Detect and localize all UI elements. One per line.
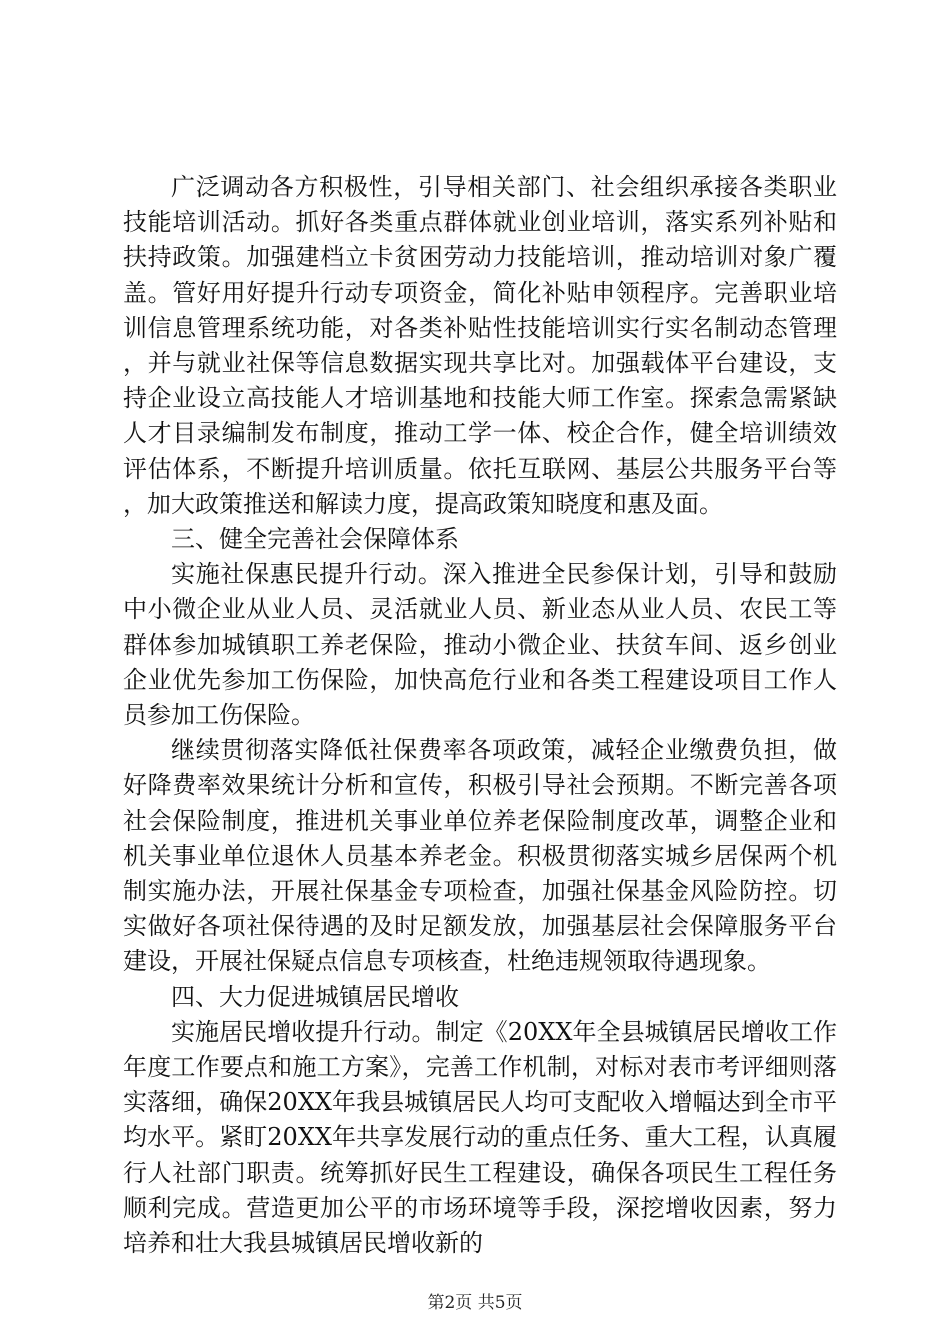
- paragraph-vocational-training: 广泛调动各方积极性，引导相关部门、社会组织承接各类职业技能培训活动。抓好各类重点群体就业创业培训，落实系列补贴和扶持政策。加强建档立卡贫困劳动力技能培训，推动培训对象广覆盖。管好用好提升行动专项资金，简化补贴申领程序。完善职业培训信息管理系统功能，对各类补贴性技能培训实行实名制动态管理，并与就业社保等信息数据实现共享比对。加强载体平台建设，支持企业设立高技能人才培训基地和技能大师工作室。探索急需紧缺人才目录编制发布制度，推动工学一体、校企合作，健全培训绩效评估体系，不断提升培训质量。依托互联网、基层公共服务平台等，加大政策推送和解读力度，提高政策知晓度和惠及面。: [123, 173, 837, 518]
- document-body: [123, 170, 837, 1261]
- page-number-footer: 第2页 共5页: [427, 1293, 523, 1313]
- paragraph-social-insurance-action: 实施社保惠民提升行动。深入推进全民参保计划，引导和鼓励中小微企业从业人员、灵活就业人员、新业态从业人员、农民工等群体参加城镇职工养老保险，推动小微企业、扶贫车间、返乡创业企业优先参加工伤保险，加快高危行业和各类工程建设项目工作人员参加工伤保险。: [123, 560, 837, 730]
- paragraph-social-insurance-rates: 继续贯彻落实降低社保费率各项政策，减轻企业缴费负担，做好降费率效果统计分析和宣传，积极引导社会预期。不断完善各项社会保险制度，推进机关事业单位养老保险制度改革，调整企业和机关事业单位退休人员基本养老金。积极贯彻落实城乡居保两个机制实施办法，开展社保基金专项检查，加强社保基金风险防控。切实做好各项社保待遇的及时足额发放，加强基层社会保障服务平台建设，开展社保疑点信息专项核查，杜绝违规领取待遇现象。: [123, 736, 837, 976]
- section-heading-income-growth: 四、大力促进城镇居民增收: [171, 982, 459, 1011]
- section-heading-social-security: 三、健全完善社会保障体系: [171, 525, 459, 554]
- paragraph-income-growth-action: 实施居民增收提升行动。制定《20XX年全县城镇居民增收工作年度工作要点和施工方案》，完善工作机制，对标对表市考评细则落实落细，确保20XX年我县城镇居民人均可支配收入增幅达到全市平均水平。紧盯20XX年共享发展行动的重点任务、重大工程，认真履行人社部门职责。统筹抓好民生工程建设，确保各项民生工程任务顺利完成。营造更加公平的市场环境等手段，深挖增收因素，努力培养和壮大我县城镇居民增收新的: [123, 1017, 837, 1258]
